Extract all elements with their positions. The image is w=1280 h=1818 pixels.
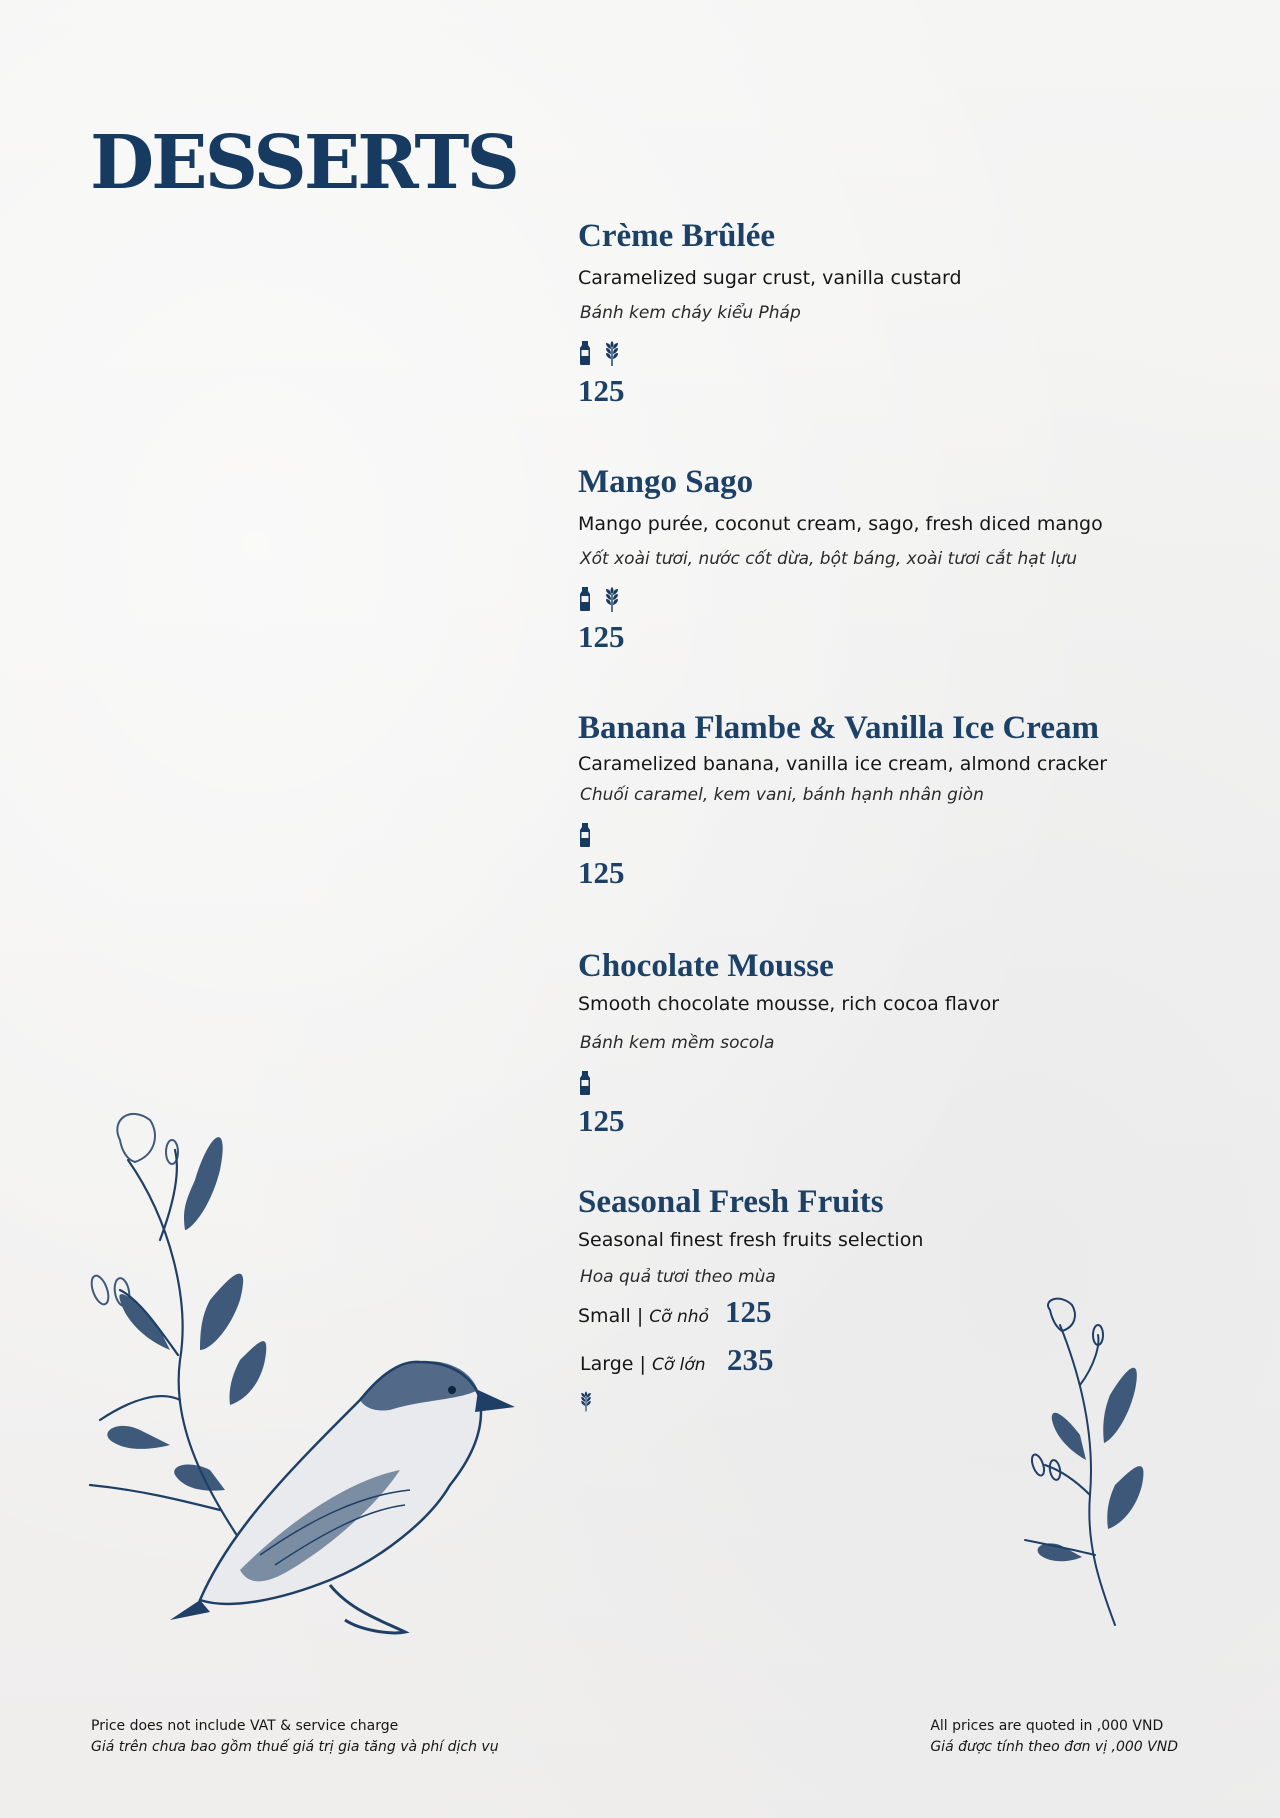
- item-price: 125: [578, 1103, 625, 1138]
- menu-item-creme-brulee: [578, 218, 1198, 408]
- footer-vat-vietnamese: Giá trên chưa bao gồm thuế giá trị gia tăng và phí dịch vụ: [91, 1739, 499, 1755]
- allergen-icons: [578, 584, 1198, 614]
- flower-sprig-illustration: [1020, 1295, 1170, 1635]
- page-title: DESSERTS: [90, 120, 517, 206]
- item-price: 125: [578, 373, 625, 408]
- wheat-icon: [602, 339, 622, 367]
- item-name: Banana Flambe & Vanilla Ice Cream: [578, 710, 1099, 746]
- item-name: Mango Sago: [578, 464, 754, 500]
- milk-icon: [578, 1070, 592, 1096]
- milk-icon: [578, 586, 592, 612]
- item-description: Caramelized sugar crust, vanilla custard: [578, 267, 962, 289]
- footer-vat-note: [91, 1716, 499, 1758]
- size-label: Large | Cỡ lớn: [580, 1353, 706, 1375]
- size-price: 125: [725, 1294, 772, 1329]
- menu-item-mango-sago: [578, 464, 1198, 654]
- allergen-icons: [578, 1068, 1198, 1098]
- item-description: Smooth chocolate mousse, rich cocoa flavor: [578, 993, 1000, 1015]
- footer-currency-vietnamese: Giá được tính theo đơn vị ,000 VND: [930, 1739, 1178, 1755]
- allergen-icons: [578, 820, 1198, 850]
- item-price: 125: [578, 855, 625, 890]
- size-price: 235: [727, 1342, 774, 1377]
- item-description: Caramelized banana, vanilla ice cream, almond cracker: [578, 753, 1108, 775]
- item-vietnamese: Hoa quả tươi theo mùa: [580, 1267, 776, 1287]
- milk-icon: [578, 822, 592, 848]
- allergen-icons: [578, 338, 1198, 368]
- menu-item-banana-flambe: [578, 710, 1198, 890]
- item-name: Chocolate Mousse: [578, 948, 834, 984]
- milk-icon: [578, 340, 592, 366]
- wheat-icon: [602, 585, 622, 613]
- footer-currency-note: [930, 1716, 1178, 1758]
- item-vietnamese: Bánh kem mềm socola: [580, 1033, 775, 1053]
- footer-currency-english: All prices are quoted in ,000 VND: [930, 1718, 1164, 1734]
- menu-item-chocolate-mousse: [578, 948, 1198, 1138]
- size-label: Small | Cỡ nhỏ: [578, 1305, 709, 1327]
- item-vietnamese: Chuối caramel, kem vani, bánh hạnh nhân giòn: [580, 785, 984, 805]
- item-price: 125: [578, 619, 625, 654]
- item-vietnamese: Xốt xoài tươi, nước cốt dừa, bột báng, xoài tươi cắt hạt lựu: [580, 549, 1077, 569]
- item-vietnamese: Bánh kem cháy kiểu Pháp: [580, 303, 801, 323]
- item-name: Crème Brûlée: [578, 218, 775, 254]
- footer-vat-english: Price does not include VAT & service charge: [91, 1718, 399, 1734]
- item-description: Seasonal finest fresh fruits selection: [578, 1229, 924, 1251]
- item-name: Seasonal Fresh Fruits: [578, 1184, 884, 1220]
- item-description: Mango purée, coconut cream, sago, fresh diced mango: [578, 513, 1103, 535]
- bird-and-flower-illustration: [60, 1100, 540, 1660]
- wheat-icon: [578, 1389, 594, 1413]
